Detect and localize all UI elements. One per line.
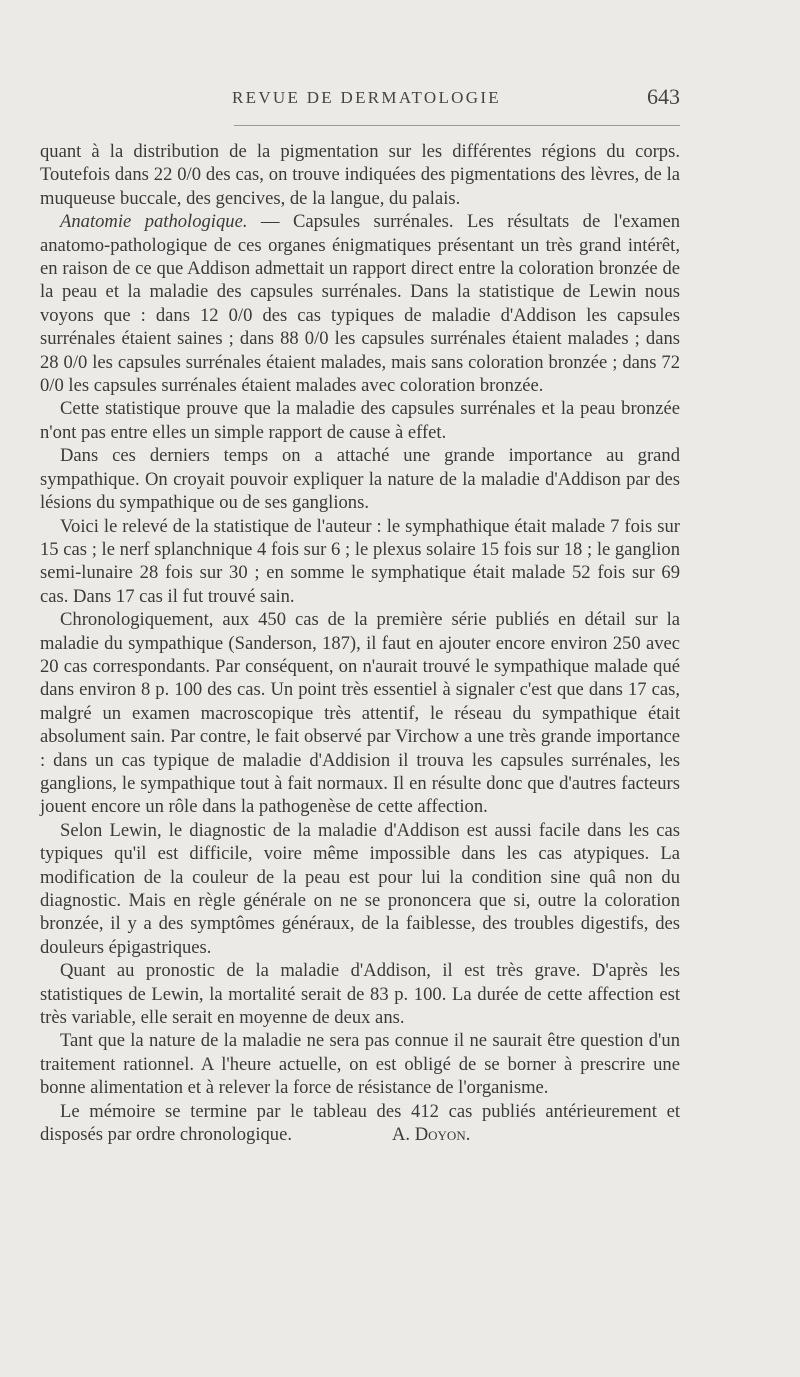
paragraph-8: Quant au pronostic de la maladie d'Addison, il est très grave. D'après les statistiques de Lewin, la mortalité serait de 83 p. 100. La durée de cette affection est très variable, elle serait en moyenne de deux ans.	[40, 960, 680, 1029]
section-heading: Anatomie pathologique.	[60, 211, 248, 233]
paragraph-3: Cette statistique prouve que la maladie des capsules surrénales et la peau bronzée n'ont pas entre elles un simple rapport de cause à effet.	[40, 398, 680, 443]
paragraph-5: Voici le relevé de la statistique de l'auteur : le symphathique était malade 7 fois sur 15 cas ; le nerf splanchnique 4 fois sur 6 ; le plexus solaire 15 fois sur 18 ; le ganglion semi-lunaire 28 fois sur 30 ; en somme le symphatique était malade 52 fois sur 69 cas. Dans 17 cas il fut trouvé sain.	[40, 515, 680, 607]
paragraph-4: Dans ces derniers temps on a attaché une grande importance au grand sympathique. On croyait pouvoir expliquer la nature de la maladie d'Addison par des lésions du sympathique ou de ses ganglions.	[40, 445, 680, 514]
page-number: 643	[647, 84, 680, 109]
paragraph-2	[40, 210, 680, 397]
running-title: REVUE DE DERMATOLOGIE	[232, 88, 501, 107]
paragraph-1: quant à la distribution de la pigmentation sur les différentes régions du corps. Toutefois dans 22 0/0 des cas, on trouve indiquées des pigmentations des lèvres, de la muqueuse buccale, des gencives, de la langue, du palais.	[40, 141, 680, 209]
paragraph-7: Selon Lewin, le diagnostic de la maladie d'Addison est aussi facile dans les cas typiques qu'il est difficile, voire même impossible dans les cas atypiques. La modification de la couleur de la peau est pour lui la condition sine quâ non du diagnostic. Mais en règle générale on ne se prononcera que si, outre la coloration bronzée, il y a des symptômes généraux, de la faiblesse, des troubles digestifs, des douleurs épigastriques.	[40, 819, 680, 958]
author-signature: A. Doyon.	[392, 1124, 471, 1146]
paragraph-10	[40, 1100, 680, 1147]
page-header	[40, 84, 680, 114]
header-rule	[234, 125, 680, 126]
paragraph-6: Chronologiquement, aux 450 cas de la première série publiés en détail sur la maladie du sympathique (Sanderson, 187), il faut en ajouter encore environ 250 avec 20 cas correspondants. Par conséquent, on n'aurait trouvé le sympathique malade qué dans environ 8 p. 100 des cas. Un point très essentiel à signaler c'est que dans 17 cas, malgré un examen macroscopique très attentif, le réseau du sympathique était absolument sain. Par contre, le fait observé par Virchow a une très grande importance : dans un cas typique de maladie d'Addision il trouva les capsules surrénales, les ganglions, le sympathique tout à fait normaux. Il en résulte donc que d'autres facteurs jouent encore un rôle dans la pathogenèse de cette affection.	[40, 609, 680, 818]
paragraph-10-text: Le mémoire se termine par le tableau des 412 cas publiés antérieurement et disposés par ordre chronologique.	[40, 1100, 680, 1146]
paragraph-2-text: — Capsules surrénales. Les résultats de l'examen anatomo-pathologique de ces organes énigmatiques présentant un très grand intérêt, en raison de ce que Addison admettait un rapport direct entre la coloration bronzée de la peau et la maladie des capsules surrénales. Dans la statistique de Lewin nous voyons que : dans 12 0/0 des cas typiques de maladie d'Addison les capsules surrénales étaient saines ; dans 88 0/0 les capsules surrénales étaient malades ; dans 28 0/0 les capsules surrénales étaient malades, mais sans coloration bronzée ; dans 72 0/0 les capsules surrénales étaient malades avec coloration bronzée.	[40, 211, 680, 397]
article-body	[40, 140, 680, 1146]
paragraph-9: Tant que la nature de la maladie ne sera pas connue il ne saurait être question d'un traitement rationnel. A l'heure actuelle, on est obligé de se borner à prescrire une bonne alimentation et à relever la force de résistance de l'organisme.	[40, 1030, 680, 1099]
